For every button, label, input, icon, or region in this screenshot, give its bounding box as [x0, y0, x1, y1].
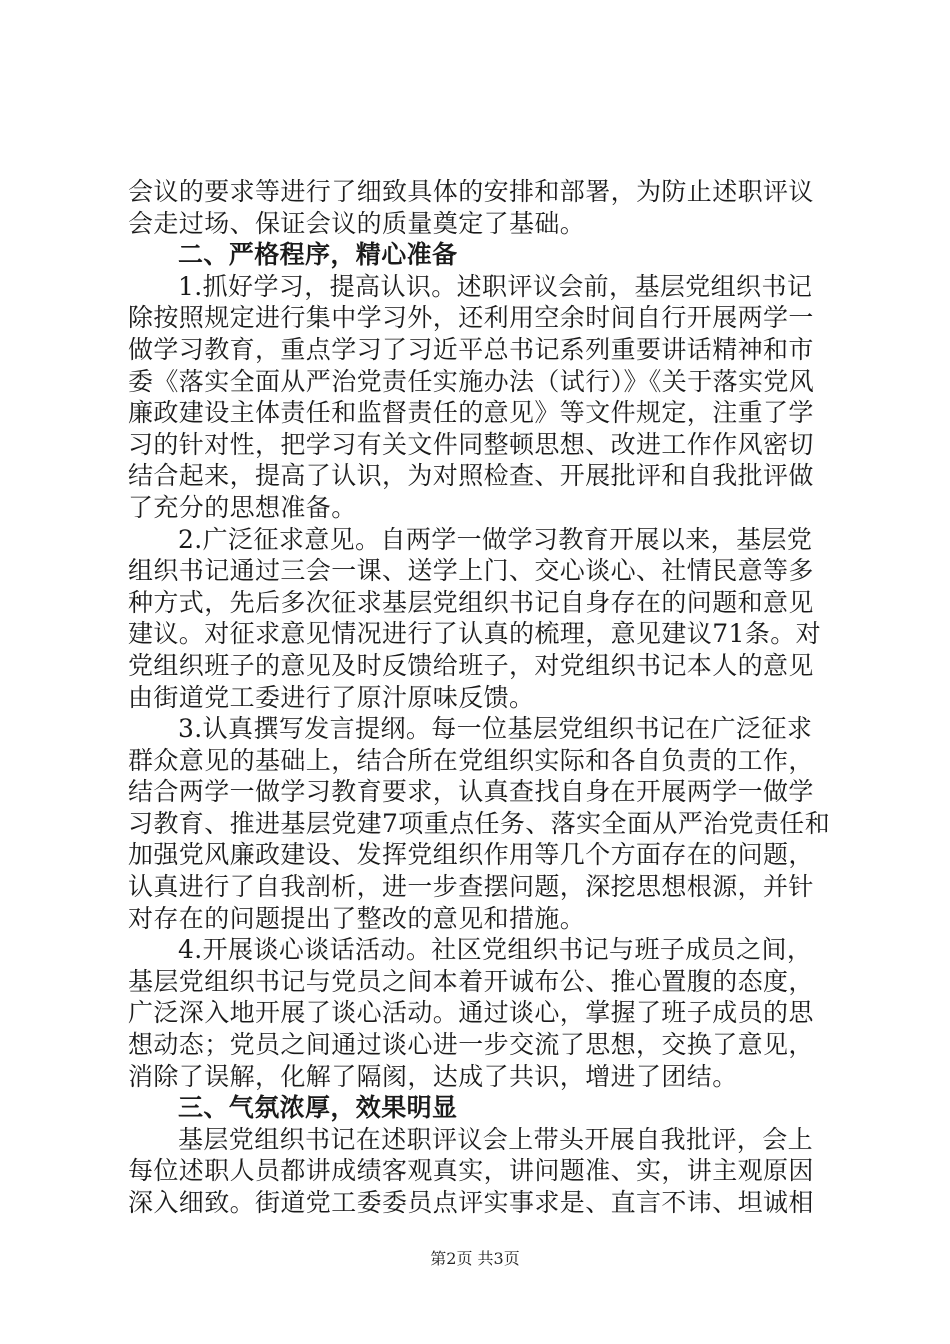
paragraph-study: 1.抓好学习，提高认识。述职评议会前，基层党组织书记除按照规定进行集中学习外，还利用空余时间自行开展两学一做学习教育，重点学习了习近平总书记系列重要讲话精神和市委《落实全面从严治党责任实施办法（试行）》《关于落实党风廉政建设主体责任和监督责任的意见》等文件规定，注重了学习的针对性，把学习有关文件同整顿思想、改进工作作风密切结合起来，提高了认识，为对照检查、开展批评和自我批评做了充分的思想准备。 [128, 271, 815, 522]
section-heading-2: 二、严格程序，精心准备 [178, 240, 458, 270]
paragraph-continuation: 会议的要求等进行了细致具体的安排和部署，为防止述职评议会走过场、保证会议的质量奠定了基础。 [128, 177, 814, 238]
page-footer: 第2页 共3页 [430, 1249, 520, 1268]
section-heading-3: 三、气氛浓厚，效果明显 [178, 1093, 458, 1123]
paragraph-solicit-opinions: 2.广泛征求意见。自两学一做学习教育开展以来，基层党组织书记通过三会一课、送学上门、交心谈心、社情民意等多种方式，先后多次征求基层党组织书记自身存在的问题和意见建议。对征求意见情况进行了认真的梳理，意见建议71条。对党组织班子的意见及时反馈给班子，对党组织书记本人的意见由街道党工委进行了原汁原味反馈。 [128, 524, 822, 712]
paragraph-speech-outline: 3.认真撰写发言提纲。每一位基层党组织书记在广泛征求群众意见的基础上，结合所在党组织实际和各自负责的工作，结合两学一做学习教育要求，认真查找自身在开展两学一做学习教育、推进基层党建7项重点任务、落实全面从严治党责任和加强党风廉政建设、发挥党组织作用等几个方面存在的问题，认真进行了自我剖析，进一步查摆问题，深挖思想根源，并针对存在的问题提出了整改的意见和措施。 [128, 714, 831, 933]
paragraph-atmosphere: 基层党组织书记在述职评议会上带头开展自我批评，会上每位述职人员都讲成绩客观真实，讲问题准、实，讲主观原因深入细致。街道党工委委员点评实事求是、直言不讳、坦诚相 [128, 1124, 814, 1217]
document-body [128, 176, 832, 1219]
paragraph-heart-talk: 4.开展谈心谈话活动。社区党组织书记与班子成员之间，基层党组织书记与党员之间本着开诚布公、推心置腹的态度，广泛深入地开展了谈心活动。通过谈心，掌握了班子成员的思想动态；党员之间通过谈心进一步交流了思想，交换了意见，消除了误解，化解了隔阂，达成了共识，增进了团结。 [128, 935, 814, 1091]
